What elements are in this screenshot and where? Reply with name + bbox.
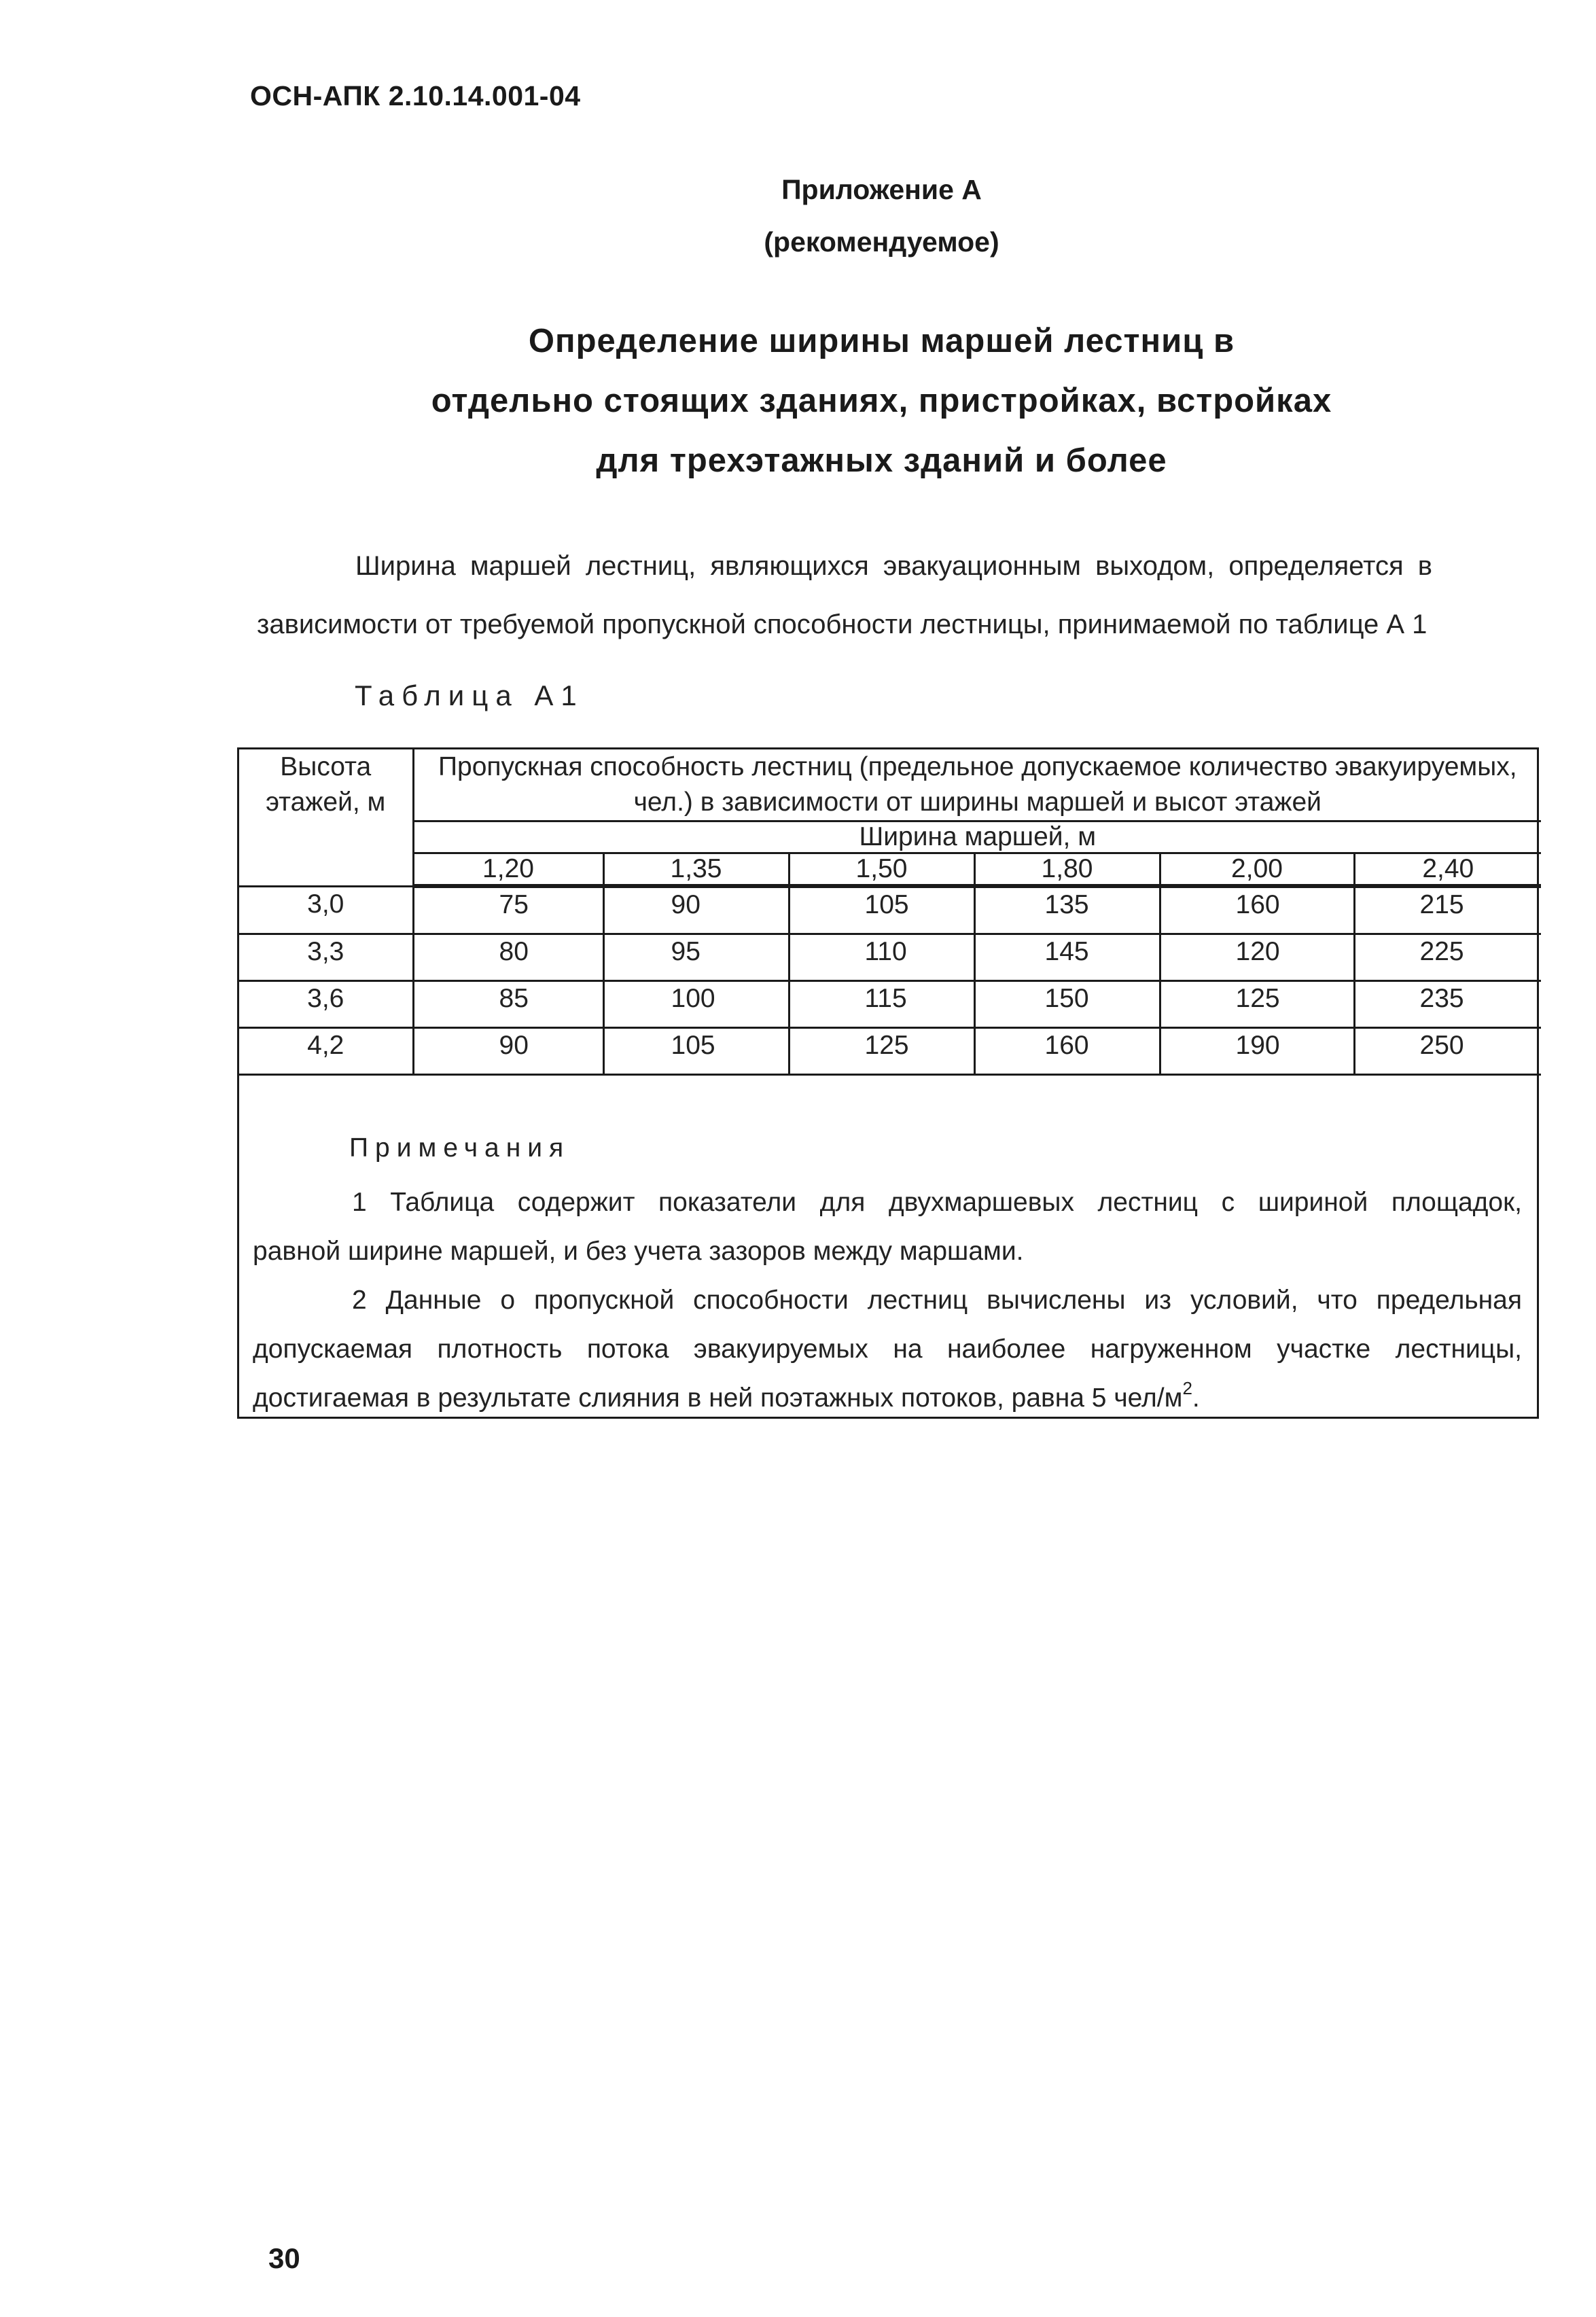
capacity-cell: 105 [603,1028,789,1075]
capacity-cell: 215 [1354,886,1541,934]
width-subheader: Ширина маршей, м [413,821,1541,853]
capacity-cell: 105 [789,886,974,934]
width-header-cell: 2,40 [1354,853,1541,887]
capacity-cell: 115 [789,981,974,1028]
note-line: 2 Данные о пропускной способности лестниц вычислены из условий, что предельная [352,1286,1522,1315]
table-caption: Таблица А1 [355,679,584,711]
capacity-cell: 125 [789,1028,974,1075]
capacity-cell: 150 [974,981,1160,1028]
capacity-cell: 125 [1160,981,1354,1028]
intro-paragraph [257,537,1432,654]
capacity-cell: 85 [413,981,603,1028]
width-header-cell: 1,80 [974,853,1160,887]
note-end: . [1192,1383,1200,1413]
note-1 [253,1178,1522,1276]
capacity-cell: 190 [1160,1028,1354,1075]
intro-line: зависимости от требуемой пропускной способности лестницы, принимаемой по таблице А 1 [257,609,1427,639]
table-row [239,1028,1541,1075]
note-line: допускаемая плотность потока эвакуируемых на наиболее нагруженном участке лестницы, [253,1334,1522,1364]
capacity-cell: 225 [1354,934,1541,981]
capacity-cell: 90 [603,886,789,934]
table-row [239,934,1541,981]
capacity-cell: 160 [974,1028,1160,1075]
capacity-cell: 80 [413,934,603,981]
width-header-cell: 1,20 [413,853,603,887]
table-row [239,886,1541,934]
floor-height-cell: 3,6 [239,981,413,1028]
page-number: 30 [268,2242,300,2274]
floor-height-header: Высота этажей, м [239,749,413,886]
capacity-cell: 100 [603,981,789,1028]
capacity-cell: 160 [1160,886,1354,934]
capacity-cell: 75 [413,886,603,934]
capacity-cell: 235 [1354,981,1541,1028]
heading-line: Определение ширины маршей лестниц в [528,323,1235,359]
capacity-cell: 145 [974,934,1160,981]
capacity-table [239,749,1541,1076]
capacity-cell: 135 [974,886,1160,934]
capacity-cell: 250 [1354,1028,1541,1075]
note-line: равной ширине маршей, и без учета зазоров между маршами. [253,1237,1024,1266]
document-code: ОСН-АПК 2.10.14.001-04 [250,80,581,111]
width-header-cell: 1,50 [789,853,974,887]
table-notes [253,1124,1522,1423]
heading-line: для трехэтажных зданий и более [596,442,1167,479]
intro-line: Ширина маршей лестниц, являющихся эвакуационным выходом, определяется в [355,551,1432,581]
superscript: 2 [1182,1378,1192,1398]
floor-height-cell: 4,2 [239,1028,413,1075]
capacity-cell: 95 [603,934,789,981]
width-header-cell: 2,00 [1160,853,1354,887]
notes-title: Примечания [349,1133,571,1163]
capacity-cell: 90 [413,1028,603,1075]
note-2 [253,1276,1522,1423]
capacity-cell: 110 [789,934,974,981]
appendix-title: Приложение А [781,174,982,205]
width-header-cell: 1,35 [603,853,789,887]
section-heading [0,311,1596,491]
note-line: достигаемая в результате слияния в ней поэтажных потоков, равна 5 чел/м [253,1383,1183,1413]
capacity-header: Пропускная способность лестниц (предельное допускаемое количество эвакуируемых, чел.) в зависимости от ширины маршей и высот этажей [413,749,1541,821]
capacity-cell: 120 [1160,934,1354,981]
heading-line: отдельно стоящих зданиях, пристройках, встройках [431,383,1332,419]
table-row [239,981,1541,1028]
appendix-status: (рекомендуемое) [764,226,999,258]
note-line: 1 Таблица содержит показатели для двухмаршевых лестниц с шириной площадок, [352,1188,1522,1217]
floor-height-cell: 3,3 [239,934,413,981]
floor-height-cell: 3,0 [239,886,413,934]
